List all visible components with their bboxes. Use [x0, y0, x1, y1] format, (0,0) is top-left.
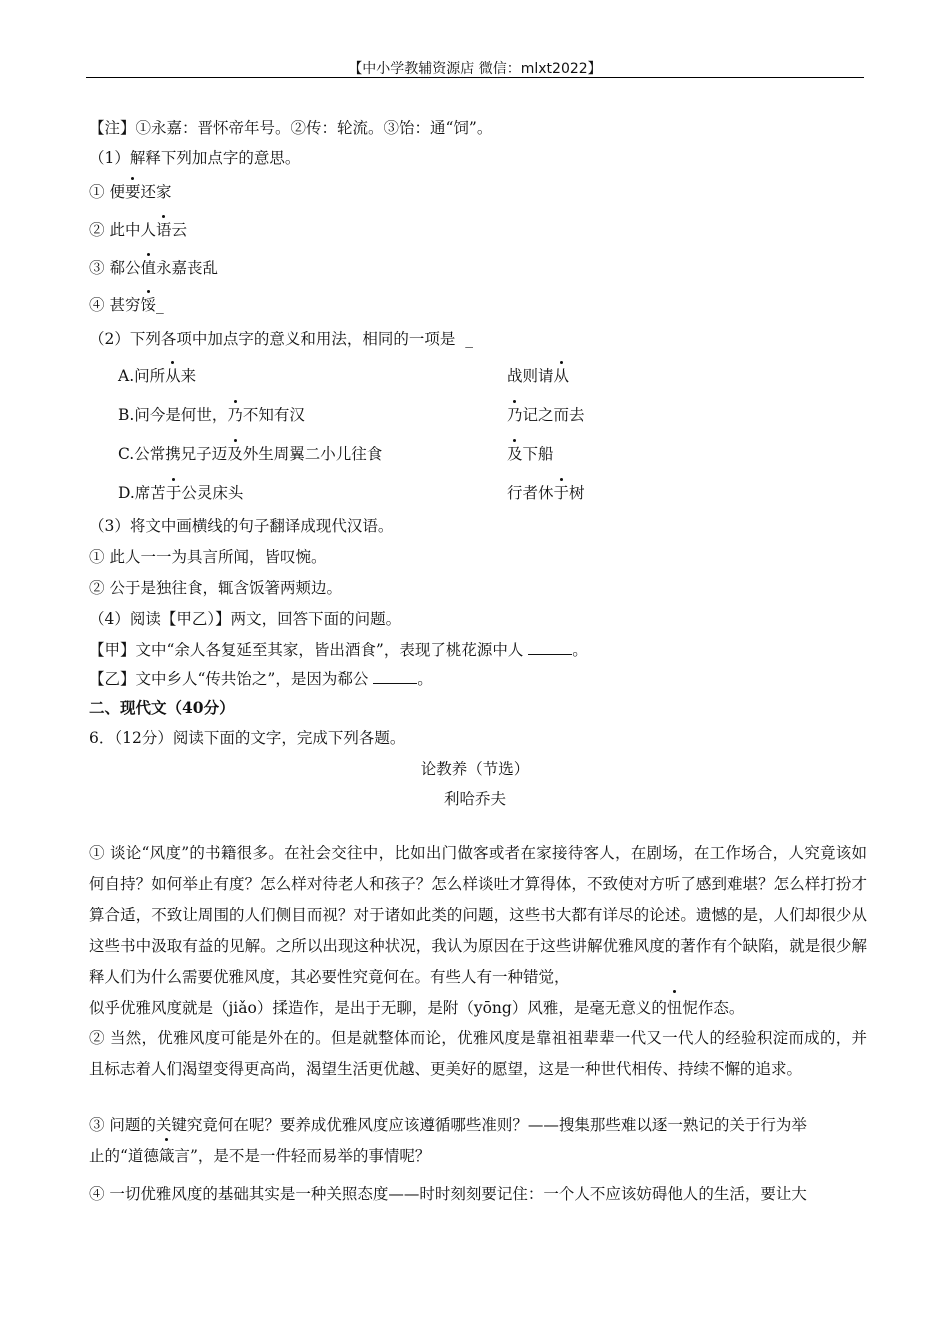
q3-item: ① 此人一一为具言所闻，皆叹惋。	[89, 548, 327, 566]
page-header: 【中小学教辅资源店 微信：mlxt2022】	[348, 61, 602, 77]
q2-option-a: A.问所从来	[118, 364, 196, 386]
q1-item: ② 此中人语云	[89, 218, 187, 240]
emphasis-dot-char: 乃	[227, 403, 243, 425]
q2-prompt: （2）下列各项中加点字的意义和用法，相同的一项是 _	[89, 330, 473, 348]
q2-option-c: C.公常携兄子迈及外生周翼二小儿往食	[118, 442, 382, 464]
q3-prompt: （3）将文中画横线的句子翻译成现代汉语。	[89, 517, 394, 535]
emphasis-dot-char: 及	[507, 442, 523, 464]
q3-item: ② 公于是独往食，辄含饭箸两颊边。	[89, 579, 342, 597]
emphasis-dot-char: 从	[165, 364, 181, 386]
section-title: 二、现代文（40分）	[89, 698, 235, 717]
emphasis-dot-char: 要	[125, 180, 141, 202]
emphasis-dot-char: 箴	[159, 1141, 175, 1172]
header-rule	[86, 77, 864, 78]
article-paragraph-1: ① 谈论“风度”的书籍很多。在社会交往中，比如出门做客或者在家接待客人，在剧场，在工作场合，人究竟该如何自持？如何举止有度？怎么样对待老人和孩子？怎么样谈吐才算得体，不致使对方听了感到难堪？怎么样打扮才算合适，不致让周围的人们侧目而视？对于诸如此类的问题，这些书大都有详尽的论述。遗憾的是，人们却很少从这些书中汲取有益的见解。之所以出现这种状况，我认为原因在于这些讲解优雅风度的著作有个缺陷，就是很少解释人们为什么需要优雅风度，其必要性究竟何在。有些人有一种错觉， 似乎优雅风度就是（jiǎo）揉造作，是出于无聊，是附（yōng）风雅，是毫无意义的忸怩作态。	[89, 838, 867, 1024]
emphasis-dot-char: 忸	[667, 993, 683, 1024]
q4-prompt: （4）阅读【甲乙）】两文，回答下面的问题。	[89, 610, 402, 628]
answer-blank	[373, 683, 417, 684]
article-paragraph-3: ③ 问题的关键究竟何在呢？要养成优雅风度应该遵循哪些准则？——搜集那些难以逐一熟记的关于行为举 止的“道德箴言”，是不是一件轻而易举的事情呢？	[89, 1110, 867, 1172]
emphasis-dot-char: 值	[140, 256, 156, 278]
q2-option-c-compare: 及下船	[507, 442, 554, 464]
answer-blank	[528, 654, 572, 655]
q2-option-a-compare: 战则请从	[507, 364, 569, 386]
q2-option-d-compare: 行者休于树	[507, 481, 585, 503]
q1-item: ③ 郗公值永嘉丧乱	[89, 256, 218, 278]
q2-option-b: B.问今是何世，乃不知有汉	[118, 403, 305, 425]
note-line: 【注】①永嘉：晋怀帝年号。②传：轮流。③饴：通“饲”。	[89, 119, 493, 137]
q6-prompt: 6．（12分）阅读下面的文字，完成下列各题。	[89, 729, 406, 747]
q1-item: ④ 甚穷馁_	[89, 293, 164, 315]
emphasis-dot-char: 从	[554, 364, 570, 386]
article-paragraph-2: ② 当然，优雅风度可能是外在的。但是就整体而论，优雅风度是靠祖祖辈辈一代又一代人的经验积淀而成的，并且标志着人们渴望变得更高尚，渴望生活更优越、更美好的愿望，这是一种世代相传、持续不懈的追求。	[89, 1029, 867, 1078]
emphasis-dot-char: 馁	[140, 293, 156, 315]
q1-item: ① 便要还家	[89, 180, 172, 202]
answer-blank: _	[465, 330, 473, 348]
q1-prompt: （1）解释下列加点字的意思。	[89, 149, 301, 167]
q2-option-b-compare: 乃记之而去	[507, 403, 585, 425]
article-title: 论教养（节选）	[420, 760, 530, 778]
emphasis-dot-char: 及	[227, 442, 243, 464]
q2-option-d: D.席苫于公灵床头	[118, 481, 243, 503]
emphasis-dot-char: 于	[166, 481, 182, 503]
answer-blank: _	[155, 296, 164, 314]
article-author: 利哈乔夫	[443, 790, 506, 808]
article-paragraph-4: ④ 一切优雅风度的基础其实是一种关照态度——时时刻刻要记住：一个人不应该妨碍他人的生活，要让大	[89, 1185, 807, 1203]
emphasis-dot-char: 语	[156, 218, 172, 240]
q4-jia: 【甲】文中“余人各复延至其家，皆出酒食”，表现了桃花源中人 。	[89, 641, 588, 659]
emphasis-dot-char: 于	[554, 481, 570, 503]
emphasis-dot-char: 乃	[507, 403, 523, 425]
q4-yi: 【乙】文中乡人“传共饴之”，是因为郗公 。	[89, 670, 433, 688]
